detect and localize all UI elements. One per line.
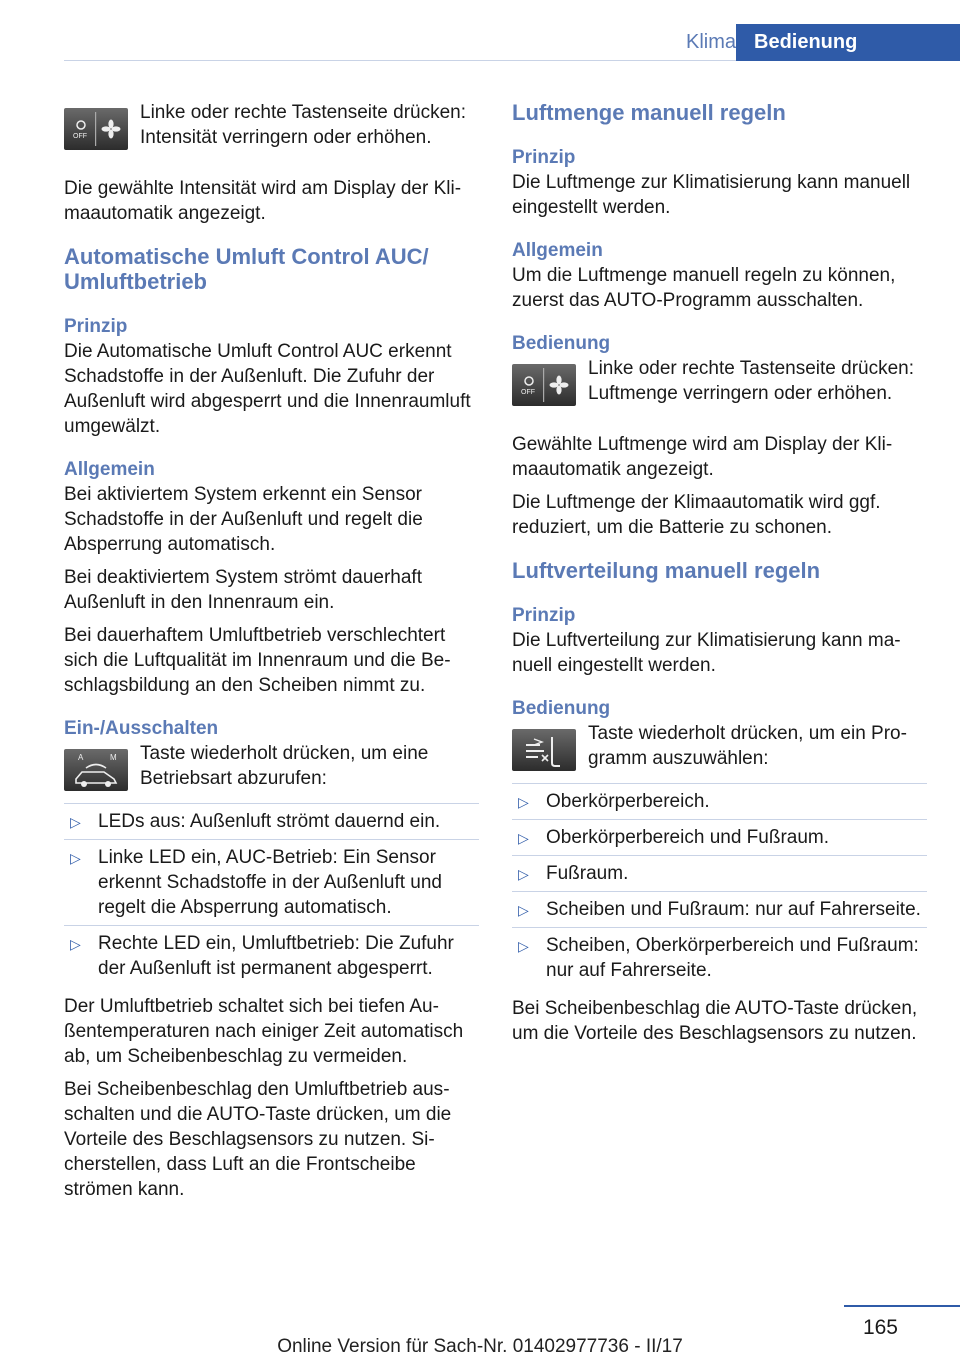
intensity-text: Linke oder rechte Tastenseite drücken: Intensität verringern oder erhöhen. bbox=[140, 102, 467, 148]
luftmenge-bedienung-heading: Bedienung bbox=[512, 333, 611, 354]
fan-intensity-button-icon bbox=[64, 108, 128, 150]
header-chapter: Bedienung bbox=[736, 24, 960, 61]
list-item: ▷ Fußraum. bbox=[512, 855, 927, 891]
auc-prinzip-text: Die Automatische Umluft Control AUC erkennt Schadstoffe in der Außenluft. Die Zufuhr der Außenluft wird abgesperrt und die Innenraumluft umgewälzt. bbox=[64, 341, 471, 437]
bullet-triangle-icon: ▷ bbox=[518, 902, 529, 918]
luftmenge-heading: Luftmenge manuell regeln bbox=[512, 100, 786, 125]
luftverteilung-prinzip-heading: Prinzip bbox=[512, 605, 576, 626]
ein-aus-block bbox=[64, 741, 479, 799]
auc-allgemein-p1: Bei aktiviertem System erkennt ein Sensor Schadstoffe in der Außenluft und regelt die Absperrung automatisch. bbox=[64, 484, 423, 555]
intensity-display-text: Die gewählte Intensität wird am Display der Klimaautomatik angezeigt. bbox=[64, 178, 462, 224]
luftmenge-display-text: Gewählte Luftmenge wird am Display der Klimaautomatik angezeigt. bbox=[512, 434, 893, 480]
bullet-triangle-icon: ▷ bbox=[518, 866, 529, 882]
list-item: ▷ LEDs aus: Außenluft strömt dauernd ein. bbox=[64, 803, 479, 839]
online-version-note: Online Version für Sach-Nr. 01402977736 - II/17 bbox=[277, 1336, 683, 1357]
luftverteilung-bedienung-heading: Bedienung bbox=[512, 698, 611, 719]
luftmenge-allgemein-heading: Allgemein bbox=[512, 240, 603, 261]
luftverteilung-heading: Luftverteilung manuell regeln bbox=[512, 558, 821, 583]
list-item: ▷ Oberkörperbereich und Fußraum. bbox=[512, 819, 927, 855]
m-label: M bbox=[110, 753, 117, 762]
auc-note-1: Der Umluftbetrieb schaltet sich bei tiefen Außentemperaturen nach einiger Zeit automatisch ab, um Scheibenbeschlag zu vermeiden. bbox=[64, 996, 464, 1067]
bullet-triangle-icon: ▷ bbox=[518, 938, 529, 954]
a-label: A bbox=[78, 753, 84, 762]
luftverteilung-bedienung-block bbox=[512, 721, 927, 779]
luftverteilung-prinzip-text: Die Luftverteilung zur Klimatisierung kann manuell eingestellt werden. bbox=[512, 630, 901, 676]
luftverteilung-bedienung-text: Taste wiederholt drücken, um ein Programm auszuwählen: bbox=[588, 723, 907, 769]
left-column bbox=[64, 100, 479, 1210]
luftmenge-prinzip-heading: Prinzip bbox=[512, 147, 576, 168]
ein-aus-heading: Ein-/Ausschalten bbox=[64, 718, 219, 739]
program-list bbox=[512, 783, 927, 988]
auc-note-2: Bei Scheibenbeschlag den Umluftbetrieb ausschalten und die AUTO-Taste drücken, um die Vorteile des Beschlagsensors zu nutzen. Sicherstellen, dass Luft an die Frontscheibe strömen kann. bbox=[64, 1079, 452, 1200]
luftmenge-allgemein-text: Um die Luftmenge manuell regeln zu können, zuerst das AUTO-Programm ausschalten. bbox=[512, 265, 896, 311]
bullet-triangle-icon: ▷ bbox=[70, 850, 81, 866]
list-item: ▷ Scheiben und Fußraum: nur auf Fahrerseite. bbox=[512, 891, 927, 927]
page-number: 165 bbox=[862, 1316, 898, 1339]
auc-prinzip-heading: Prinzip bbox=[64, 316, 128, 337]
off-label: OFF bbox=[521, 389, 535, 396]
bullet-triangle-icon: ▷ bbox=[70, 936, 81, 952]
off-label: OFF bbox=[73, 133, 87, 140]
bullet-triangle-icon: ▷ bbox=[518, 830, 529, 846]
air-distribution-button-icon bbox=[512, 729, 576, 771]
auc-allgemein-p2: Bei deaktiviertem System strömt dauerhaft Außenluft in den Innenraum ein. bbox=[64, 567, 422, 613]
list-item: ▷ Rechte LED ein, Umluftbetrieb: Die Zufuhr der Außenluft ist permanent abgesperrt. bbox=[64, 925, 479, 986]
luftmenge-battery-text: Die Luftmenge der Klimaautomatik wird ggf. reduziert, um die Batterie zu schonen. bbox=[512, 492, 881, 538]
ein-aus-text: Taste wiederholt drücken, um eine Betriebsart abzurufen: bbox=[140, 743, 429, 789]
header-section: Klima bbox=[685, 31, 736, 53]
recirculation-button-icon bbox=[64, 749, 128, 791]
footer-rule bbox=[844, 1305, 960, 1307]
auc-allgemein-heading: Allgemein bbox=[64, 459, 155, 480]
list-item: ▷ Scheiben, Oberkörperbereich und Fußraum: nur auf Fahrerseite. bbox=[512, 927, 927, 988]
bullet-triangle-icon: ▷ bbox=[70, 814, 81, 830]
intensity-block bbox=[64, 100, 479, 158]
luftmenge-prinzip-text: Die Luftmenge zur Klimatisierung kann manuell eingestellt werden. bbox=[512, 172, 911, 218]
auc-heading: Automatische Umluft Control AUC/ Umluftbetrieb bbox=[64, 244, 429, 294]
right-column bbox=[512, 100, 927, 1054]
mode-list bbox=[64, 803, 479, 986]
auc-allgemein-p3: Bei dauerhaftem Umluftbetrieb verschlechtert sich die Luftqualität im Innenraum und die Beschlagsbildung an den Scheiben nimmt zu. bbox=[64, 625, 451, 696]
luftmenge-bedienung-block bbox=[512, 356, 927, 414]
list-item: ▷ Linke LED ein, AUC-Betrieb: Ein Sensor erkennt Schadstoffe in der Außenluft und regelt die Absperrung automatisch. bbox=[64, 839, 479, 925]
list-item: ▷ Oberkörperbereich. bbox=[512, 783, 927, 819]
bullet-triangle-icon: ▷ bbox=[518, 794, 529, 810]
fan-speed-button-icon bbox=[512, 364, 576, 406]
luftmenge-bedienung-text: Linke oder rechte Tastenseite drücken: Luftmenge verringern oder erhöhen. bbox=[588, 358, 915, 404]
luftverteilung-closing-text: Bei Scheibenbeschlag die AUTO-Taste drücken, um die Vorteile des Beschlagsensors zu nutzen. bbox=[512, 998, 918, 1044]
